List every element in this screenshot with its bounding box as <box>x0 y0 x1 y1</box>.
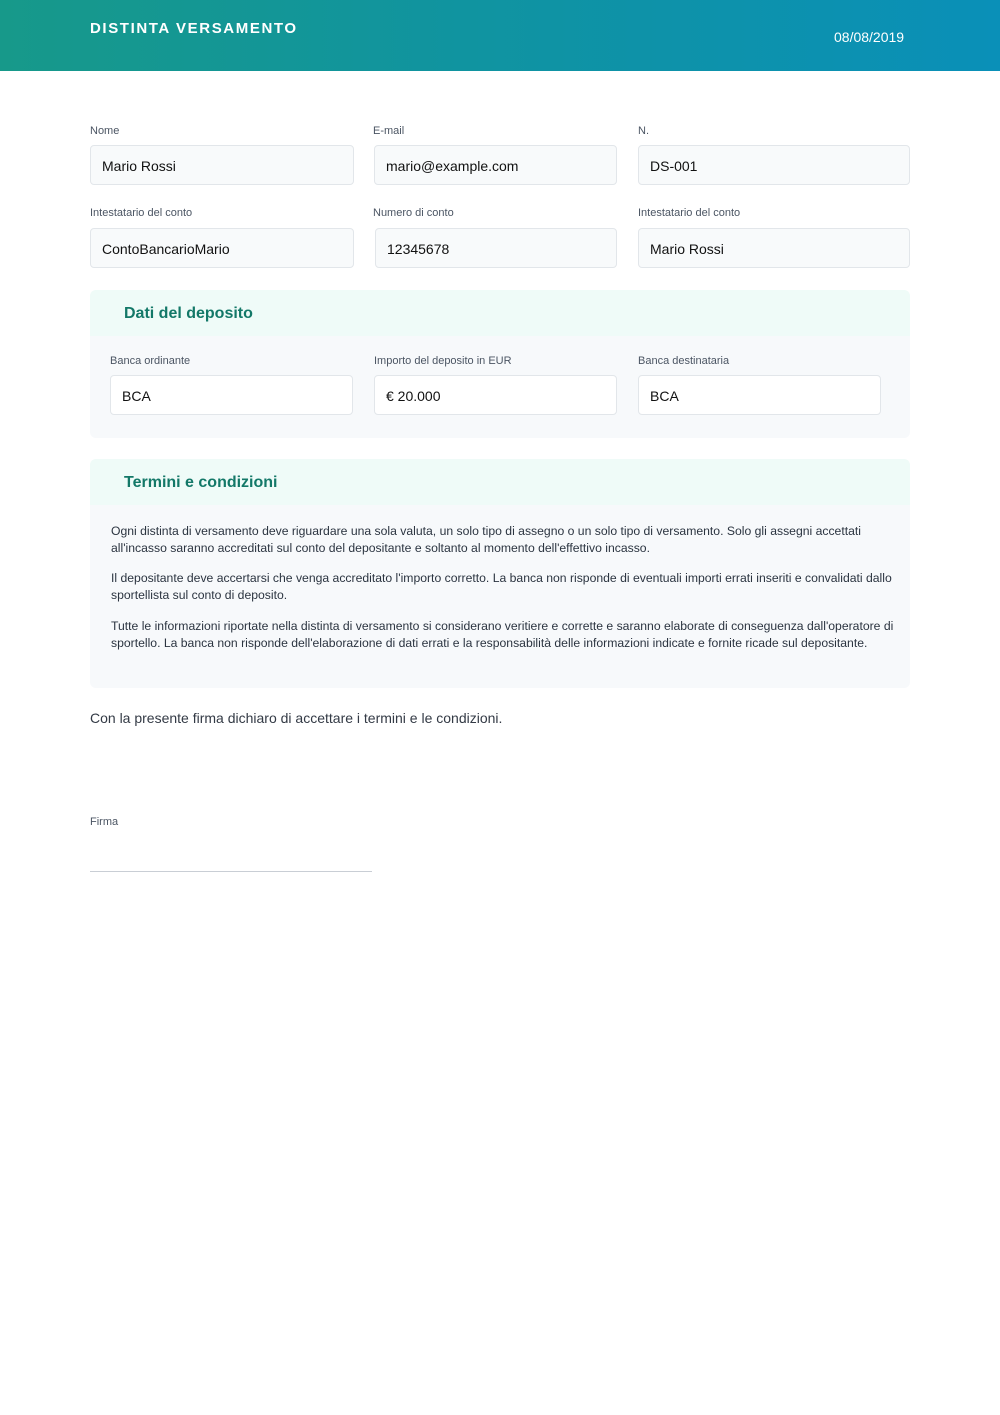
numero-conto-label: Numero di conto <box>373 207 454 219</box>
document-title: DISTINTA VERSAMENTO <box>90 20 298 37</box>
importo-label: Importo del deposito in EUR <box>374 355 512 367</box>
acceptance-declaration: Con la presente firma dichiaro di accettare i termini e le condizioni. <box>90 710 503 726</box>
terms-section <box>90 459 910 688</box>
nome-field[interactable]: Mario Rossi <box>90 145 354 185</box>
signature-line[interactable] <box>90 871 372 872</box>
signature-label: Firma <box>90 816 119 828</box>
terms-paragraph: Il depositante deve accertarsi che venga accreditato l'importo corretto. La banca non risponde di eventuali importi errati inseriti e convalidati dallo sportellista sul conto di deposito. <box>111 571 892 602</box>
banca-destinataria-field[interactable]: BCA <box>638 375 881 415</box>
intestatario-label-2: Intestatario del conto <box>638 207 741 219</box>
numero-field[interactable]: DS-001 <box>638 145 910 185</box>
numero-label: N. <box>638 125 649 137</box>
terms-section-title: Termini e condizioni <box>124 474 278 491</box>
terms-paragraph: Ogni distinta di versamento deve riguardare una sola valuta, un solo tipo di assegno o un solo tipo di versamento. Solo gli assegni accettati all'incasso saranno accreditati sul conto del depositante e soltanto al momento dell'effettivo incasso. <box>111 524 861 555</box>
terms-paragraph: Tutte le informazioni riportate nella distinta di versamento si considerano veritiere e corrette e saranno elaborate di conseguenza dall'operatore di sportello. La banca non risponde dell'elaborazione di dati errati e la responsabilità delle informazioni indicate e fornite ricade sul depositante. <box>111 619 894 650</box>
intestatario-label: Intestatario del conto <box>90 207 193 219</box>
importo-field[interactable]: € 20.000 <box>374 375 617 415</box>
intestatario-field-2[interactable]: Mario Rossi <box>638 228 910 268</box>
banca-ordinante-field[interactable]: BCA <box>110 375 353 415</box>
deposit-section <box>90 290 910 438</box>
deposit-section-header <box>90 290 910 336</box>
nome-label: Nome <box>90 125 120 137</box>
numero-conto-field[interactable]: 12345678 <box>375 228 617 268</box>
document-date: 08/08/2019 <box>834 29 905 45</box>
deposit-section-title: Dati del deposito <box>124 305 253 322</box>
banca-ordinante-label: Banca ordinante <box>110 355 191 367</box>
banca-destinataria-label: Banca destinataria <box>638 355 730 367</box>
intestatario-field[interactable]: ContoBancarioMario <box>90 228 354 268</box>
header-bar <box>0 0 1000 71</box>
terms-section-header <box>90 459 910 505</box>
email-field[interactable]: mario@example.com <box>374 145 617 185</box>
email-label: E-mail <box>373 125 405 137</box>
